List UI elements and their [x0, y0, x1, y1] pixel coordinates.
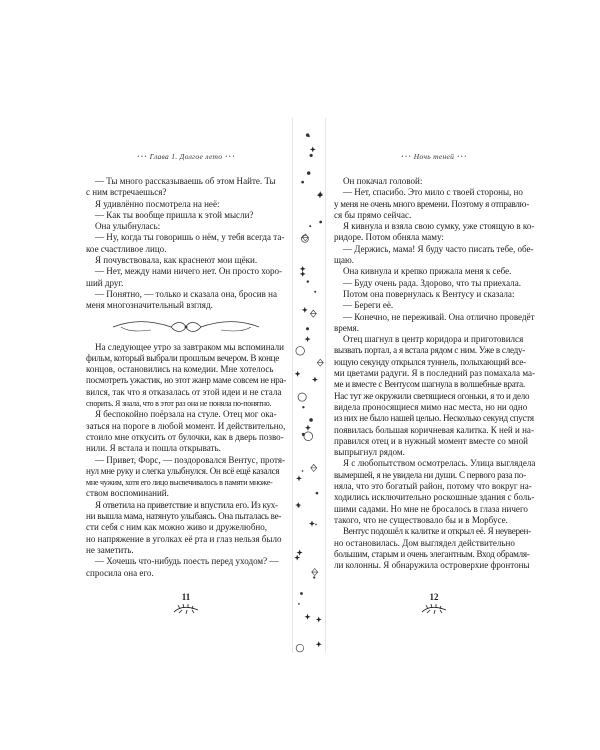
text-line: ший друг.	[86, 277, 124, 288]
text-line: из них не было нашей целью. Несколько секунд спустя	[334, 413, 534, 424]
text-line: заться на пороге в любой момент. И действительно,	[86, 420, 286, 431]
text-line: — Ты много рассказываешь об этом Найте. Ты	[95, 176, 276, 186]
book-title: Ночь теней	[413, 152, 455, 161]
text-line: — Буду очень рада. Здорово, что ты приехала.	[343, 277, 521, 288]
page-number-right: 12	[429, 592, 439, 602]
text-line: Отец шагнул в центр коридора и приготовился	[343, 334, 524, 345]
fern-ornament-icon	[172, 602, 200, 616]
text-line: На следующее утро за завтраком мы вспоминали	[95, 341, 284, 352]
right-page	[334, 0, 534, 750]
text-line: сти себя с ним как можно живо и дружелюбно,	[86, 522, 268, 533]
left-page	[86, 0, 286, 750]
text-line: ни вышла мама, натянуто улыбаясь. Она пыталась ве-	[86, 511, 282, 522]
running-head-left: • • • Глава 1. Долгое лето • • •	[137, 152, 235, 161]
text-line: ходились исключительно роскошные здания с боль-	[334, 492, 535, 503]
text-line: шими садами. Но мне не бросалось в глаза ничего	[334, 503, 528, 514]
text-line: няла, что это богатый район, потому что вокруг на-	[334, 481, 532, 492]
text-line: Я ответила на приветствие и впустила его. Из кух-	[95, 499, 278, 510]
text-line: у меня не очень много времени. Поэтому я отправлю-	[334, 198, 529, 209]
decorative-gutter-strip	[292, 118, 326, 653]
text-line: — Как ты вообще пришла к этой мысли?	[95, 209, 254, 220]
text-line: — Хочешь что-нибудь поесть перед уходом? —	[95, 556, 279, 567]
text-line: появилась большая коричневая калитка. К ней и на-	[334, 424, 534, 435]
text-line: но напряжение в уголках её рта и глаз нельзя было	[86, 533, 282, 544]
celestial-pattern-icon	[293, 118, 325, 653]
text-line: Нас тут же окружили светящиеся огоньки, я то и дело	[334, 390, 530, 401]
text-line: выпрыгнул рядом.	[334, 447, 405, 458]
text-line: вымершей, я не увидела ни души. С первого раза по-	[334, 469, 526, 480]
text-line: меня многозначительный взгляд.	[86, 300, 213, 311]
text-line: Вентус подошёл к калитке и открыл её. Я неуверен-	[343, 526, 531, 537]
text-line: — Нет, спасибо. Это мило с твоей стороны, но	[343, 187, 523, 198]
text-line: — Привет, Форс, — поздоровался Вентус, протя-	[95, 454, 285, 465]
text-line: — Конечно, не переживай. Она отлично проведёт	[343, 311, 535, 322]
text-line: время.	[334, 322, 359, 333]
text-line: ме и вместе с Вентусом шагнула в волшебные врата.	[334, 379, 525, 390]
text-line: ся бы прямо сейчас.	[334, 209, 412, 220]
section-divider-ornament	[86, 312, 286, 342]
text-line: ридоре. Потом обняла маму:	[334, 232, 444, 243]
text-line: концов, остановились на комедии. Мне хотелось	[86, 364, 274, 375]
text-line: с ним встречаешься?	[86, 187, 167, 198]
fern-ornament-icon	[420, 602, 448, 616]
text-line: нул мне руку и слегка улыбнулся. Он всё ещё казался	[86, 465, 280, 476]
text-line: мне чужим, хотя его лицо высвечивалось в памяти множе-	[86, 478, 273, 488]
chapter-title: Глава 1. Долгое лето	[149, 152, 223, 161]
page-number-left: 11	[181, 592, 191, 602]
text-line: Она улыбнулась:	[95, 221, 161, 232]
text-line: нили. Я встала и пошла открывать.	[86, 443, 221, 454]
text-line: вызвать портал, а я встала рядом с ним. Уже в следу-	[334, 345, 526, 356]
text-line: — Понятно, — только и сказала она, бросив на	[95, 288, 277, 299]
text-line: — Ну, когда ты говоришь о нём, у тебя всегда та-	[95, 232, 285, 243]
text-line: правился отец и в нужный момент вместе со мной	[334, 435, 529, 446]
text-line: не заметить.	[86, 544, 134, 555]
text-line: но остановилась. Дом выглядел действительно	[334, 537, 515, 548]
right-body-text	[334, 176, 534, 571]
text-line: Я кивнула и взяла свою сумку, уже стоящую в ко-	[343, 221, 535, 232]
text-line: ющую секунду открылся туннель, полыхающий все-	[334, 356, 526, 367]
text-line: спросила она его.	[86, 567, 154, 578]
text-line: Я почувствовала, как краснеют мои щёки.	[95, 255, 258, 266]
text-line: ством воспоминаний.	[86, 488, 169, 499]
text-line: спорить. Я знала, что в этот раз она не поняла по-понятно.	[86, 399, 272, 409]
text-line: большим, старым и очень элегантным. Вход обрамля-	[334, 548, 530, 559]
text-line: фильм, который выбрали прошлым вечером. В конце	[86, 352, 280, 363]
text-line: вился, так что я отказалась от этой идеи и не стала	[86, 386, 282, 397]
text-line: Я удивлённо посмотрела на неё:	[95, 198, 220, 209]
text-line: Потом она повернулась к Вентусу и сказала:	[343, 288, 515, 299]
text-line: посмотреть ужастик, но этот жанр маме совсем не нра-	[86, 375, 287, 386]
text-line: такого, что не существовало бы и в Морбусе.	[334, 514, 508, 525]
running-head-right: • • • Ночь теней • • •	[401, 152, 467, 161]
text-line: ли колонны. Я обнаружила островерхие фронтоны	[334, 560, 530, 571]
text-line: Я беспокойно поёрзала на стуле. Отец мог ока-	[95, 409, 277, 420]
text-line: Я с любопытством осмотрелась. Улица выглядела	[343, 458, 536, 469]
text-line: — Держись, мама! Я буду часто писать тебе, обе-	[343, 243, 534, 254]
text-line: ми цветами радуги. Я в последний раз помахала ма-	[334, 368, 536, 379]
text-line: щаю.	[334, 255, 355, 266]
text-line: Она кивнула и крепко прижала меня к себе.	[343, 266, 512, 277]
left-body-text	[86, 176, 286, 579]
text-line: кое счастливое лицо.	[86, 243, 167, 254]
text-line: — Нет, между нами ничего нет. Он просто хоро-	[95, 266, 283, 277]
text-line: стоило мне откусить от булочки, как в дверь позво-	[86, 431, 284, 442]
text-line: — Береги её.	[343, 300, 394, 311]
text-line: видела проносящиеся мимо нас места, но ни одно	[334, 401, 528, 412]
text-line: Он покачал головой:	[343, 176, 423, 186]
